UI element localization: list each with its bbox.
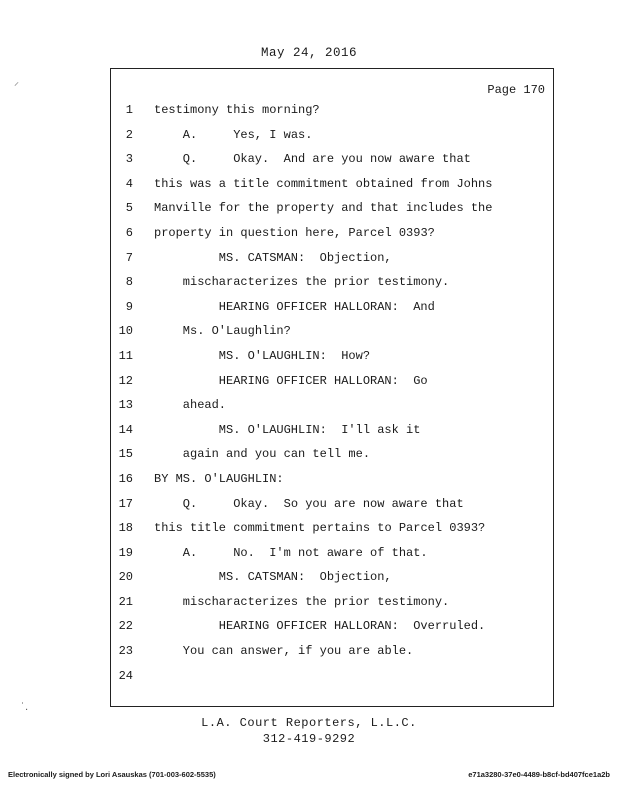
line-number: 20 <box>118 570 133 585</box>
transcript-line <box>111 570 553 595</box>
line-number: 19 <box>118 545 133 560</box>
transcript-line <box>111 497 553 522</box>
transcript-line <box>111 300 553 325</box>
transcript-date: May 24, 2016 <box>260 46 357 60</box>
line-number: 4 <box>125 176 133 191</box>
page-number: Page 170 <box>487 83 545 97</box>
line-number: 22 <box>118 619 133 634</box>
line-text: Q. Okay. So you are now aware that <box>182 496 464 511</box>
transcript-lines <box>111 103 553 693</box>
line-text: You can answer, if you are able. <box>154 644 414 659</box>
transcript-line <box>111 226 553 251</box>
transcript-line <box>111 128 553 153</box>
line-text: MS. O'LAUGHLIN: How? <box>218 348 371 363</box>
line-text: Manville for the property and that includes the <box>154 201 493 216</box>
line-number: 6 <box>125 225 133 240</box>
transcript-line <box>111 275 553 300</box>
line-number: 8 <box>125 275 133 290</box>
transcript-line <box>111 447 553 472</box>
line-number: 13 <box>118 398 133 413</box>
line-text: A. Yes, I was. <box>182 127 313 142</box>
line-number: 21 <box>118 594 133 609</box>
transcript-line <box>111 472 553 497</box>
line-number: 24 <box>118 668 133 683</box>
line-number: 14 <box>118 422 133 437</box>
transcript-line <box>111 152 553 177</box>
line-text: property in question here, Parcel 0393? <box>154 225 435 240</box>
line-number: 12 <box>118 373 133 388</box>
line-number: 23 <box>118 644 133 659</box>
transcript-line <box>111 201 553 226</box>
line-text: ahead. <box>154 398 227 413</box>
line-number: 1 <box>125 103 133 117</box>
line-number: 17 <box>118 496 133 511</box>
line-text: MS. CATSMAN: Objection, <box>218 250 392 265</box>
line-number: 3 <box>125 152 133 167</box>
line-text: HEARING OFFICER HALLORAN: And <box>218 299 435 314</box>
line-text: mischaracterizes the prior testimony. <box>154 594 450 609</box>
line-number: 15 <box>118 447 133 462</box>
transcript-line <box>111 546 553 571</box>
line-text: HEARING OFFICER HALLORAN: Overruled. <box>218 619 486 634</box>
transcript-line <box>111 521 553 546</box>
line-text: mischaracterizes the prior testimony. <box>154 275 450 290</box>
electronic-signature: Electronically signed by Lori Asauskas (701-003-602-5535) <box>8 770 216 779</box>
transcript-line <box>111 644 553 669</box>
transcript-line <box>111 595 553 620</box>
line-text: testimony this morning? <box>154 103 320 117</box>
line-number: 7 <box>125 250 133 265</box>
line-text: this was a title commitment obtained from Johns <box>154 176 493 191</box>
reporter-company: L.A. Court Reporters, L.L.C. <box>201 716 417 730</box>
line-text: Q. Okay. And are you now aware that <box>182 152 471 167</box>
transcript-line <box>111 669 553 694</box>
transcript-line <box>111 177 553 202</box>
line-text: again and you can tell me. <box>154 447 371 462</box>
line-text: MS. O'LAUGHLIN: I'll ask it <box>218 422 421 437</box>
line-text: this title commitment pertains to Parcel 0393? <box>154 521 486 536</box>
line-text: A. No. I'm not aware of that. <box>182 545 428 560</box>
line-number: 11 <box>118 348 133 363</box>
transcript-line <box>111 349 553 374</box>
line-number: 5 <box>125 201 133 216</box>
line-number: 18 <box>118 521 133 536</box>
line-text: Ms. O'Laughlin? <box>154 324 291 339</box>
transcript-page-frame <box>110 68 554 707</box>
line-number: 16 <box>118 471 133 486</box>
line-number: 10 <box>118 324 133 339</box>
transcript-line <box>111 619 553 644</box>
transcript-line <box>111 423 553 448</box>
document-hash: e71a3280-37e0-4489-b8cf-bd407fce1a2b <box>468 770 610 779</box>
line-text: HEARING OFFICER HALLORAN: Go <box>218 373 428 388</box>
scan-mark-bottom: ˙. <box>20 702 29 713</box>
transcript-line <box>111 398 553 423</box>
line-text: MS. CATSMAN: Objection, <box>218 570 392 585</box>
line-number: 9 <box>125 299 133 314</box>
transcript-line <box>111 324 553 349</box>
transcript-line <box>111 374 553 399</box>
transcript-line <box>111 103 553 128</box>
line-number: 2 <box>125 127 133 142</box>
scan-mark-top: ⸝ <box>14 77 19 88</box>
reporter-phone: 312-419-9292 <box>262 732 356 746</box>
line-text: BY MS. O'LAUGHLIN: <box>154 471 284 486</box>
transcript-line <box>111 251 553 276</box>
